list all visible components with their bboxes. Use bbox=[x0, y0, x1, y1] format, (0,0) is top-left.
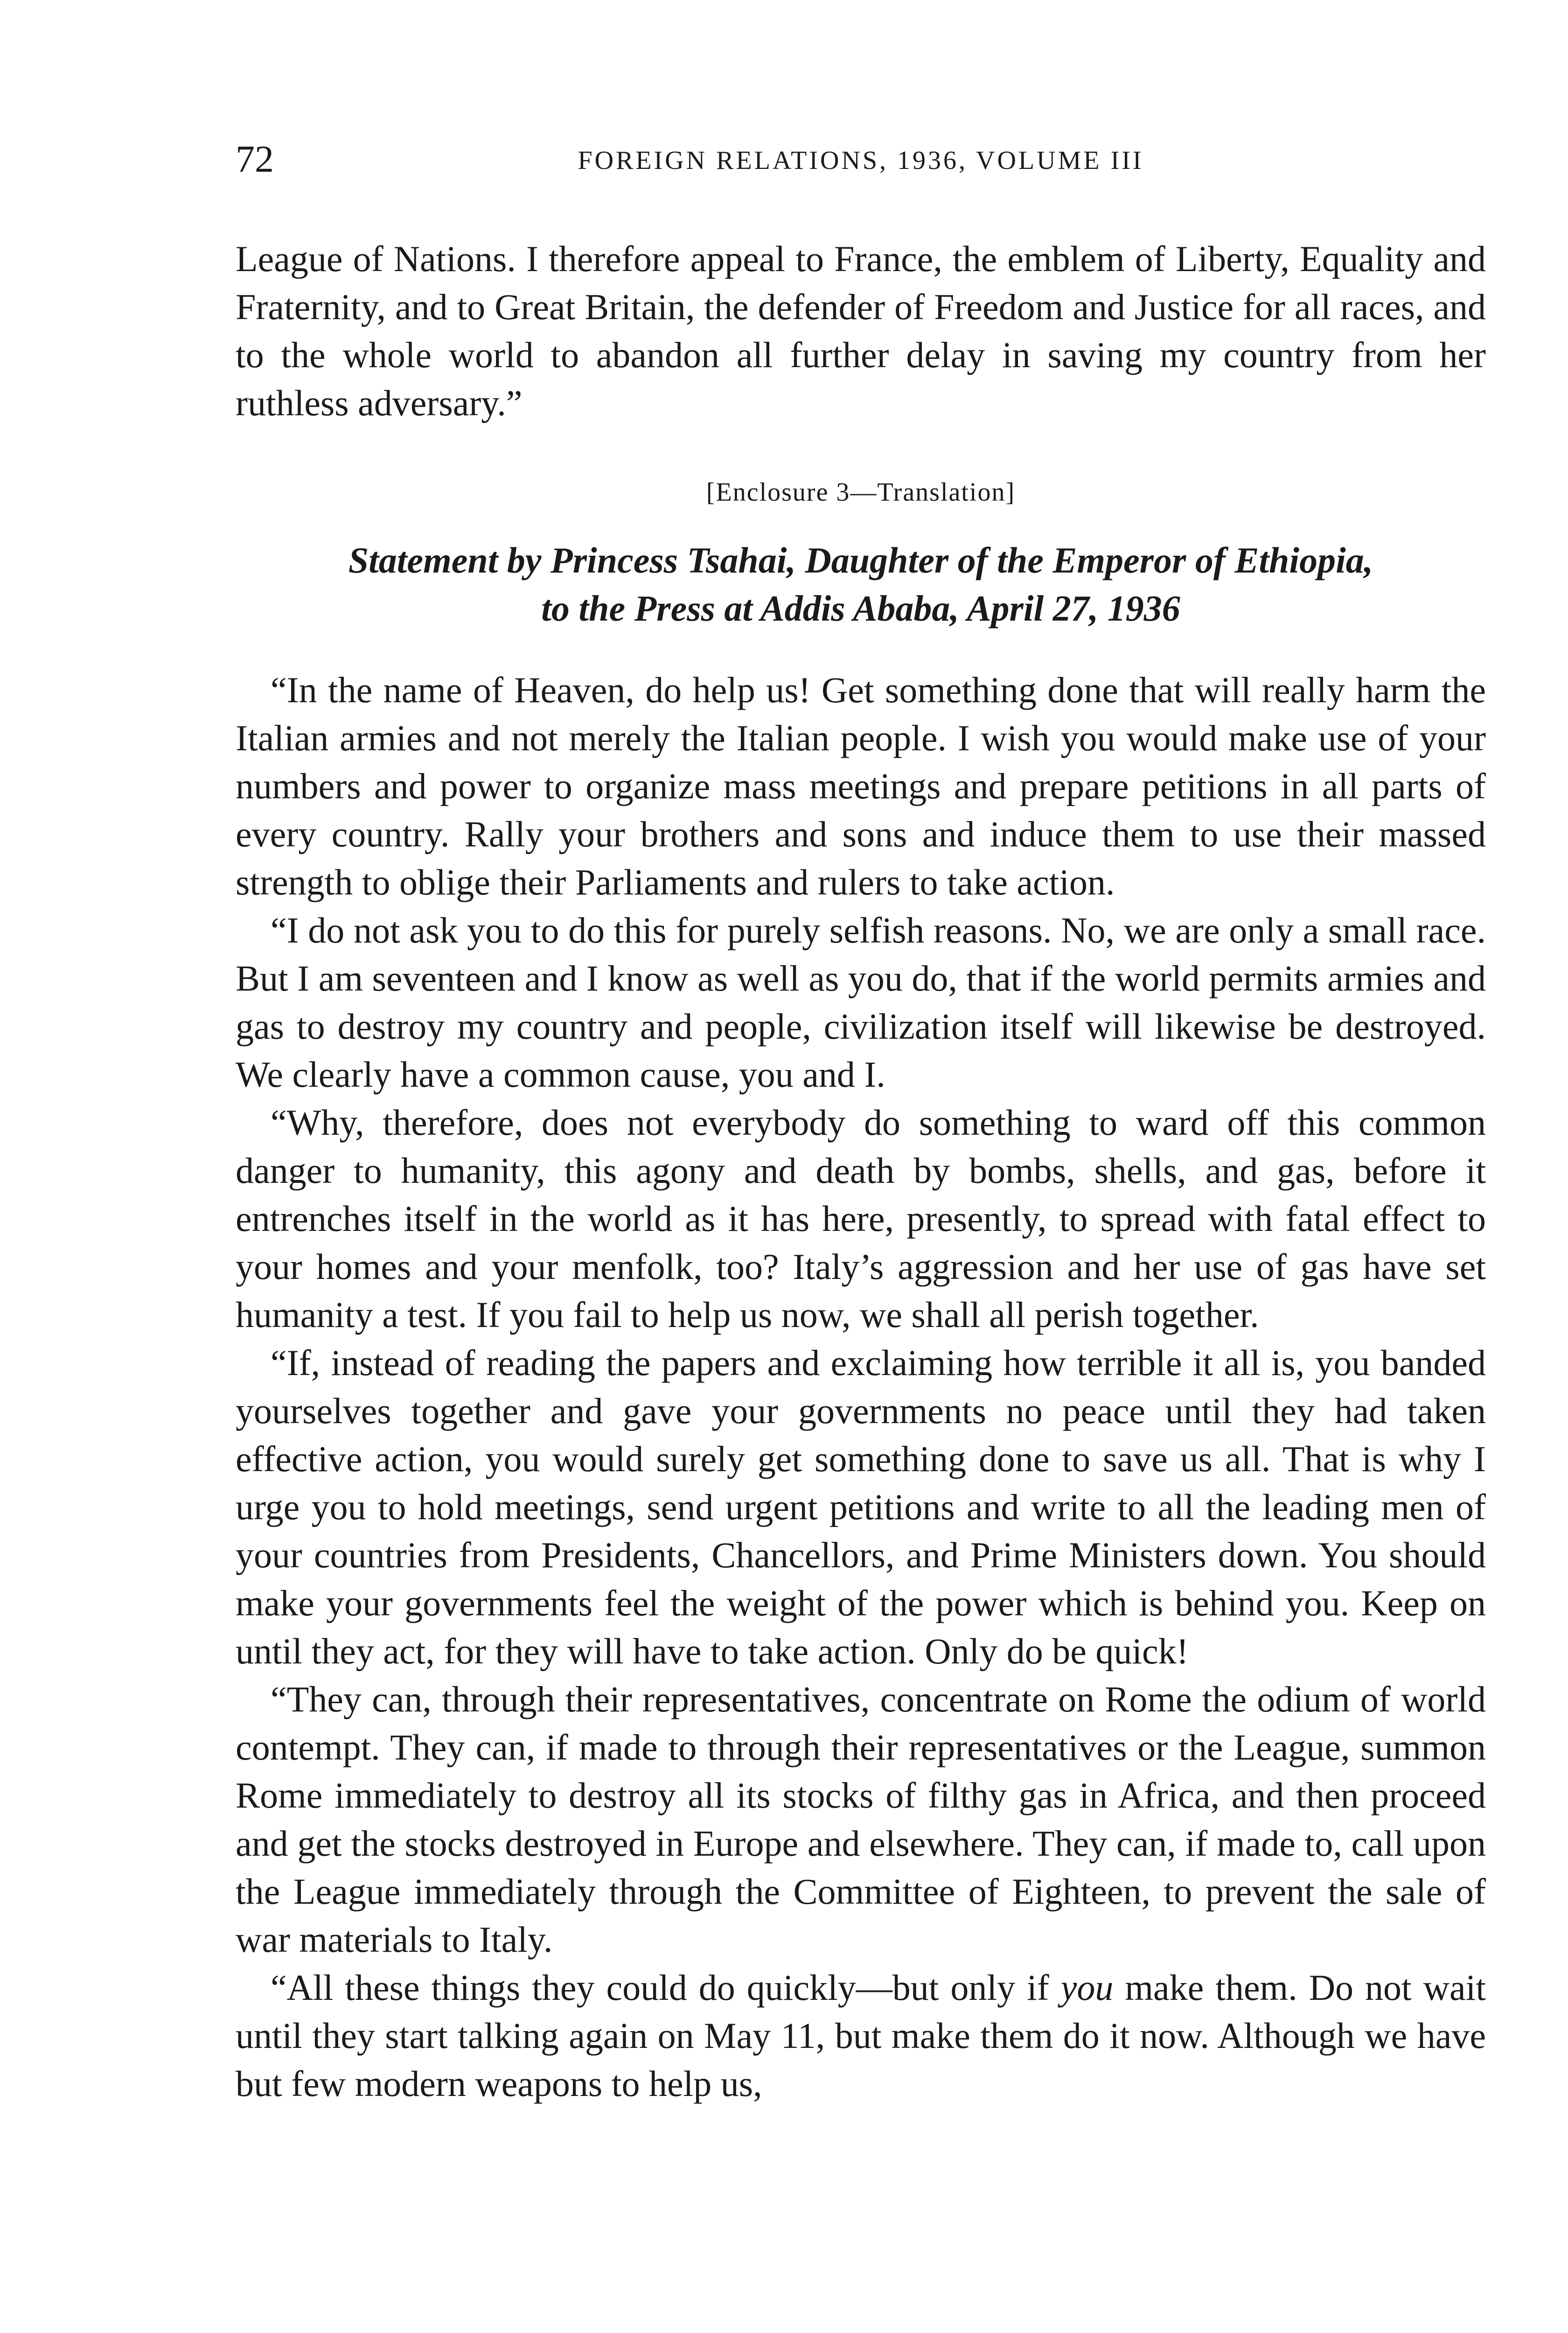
statement-paragraph: “In the name of Heaven, do help us! Get something done that will really harm the Italian armies and not merely the Italian people. I wish you would make use of your numbers and power to organize mass meetings and prepare petitions in all parts of every country. Rally your brothers and sons and induce them to use their massed strength to oblige their Parliaments and rulers to take action. bbox=[236, 670, 1486, 902]
emphasized-word: you bbox=[1060, 1967, 1114, 2008]
running-head: FOREIGN RELATIONS, 1936, VOLUME III bbox=[578, 146, 1144, 175]
statement-paragraph: “They can, through their representatives, concentrate on Rome the odium of world contempt. They can, if made to through their representatives or the League, summon Rome immediately to destroy all its stocks of filthy gas in Africa, and then proceed and get the stocks destroyed in Europe and elsewhere. They can, if made to, call upon the League immediately through the Committee of Eighteen, to prevent the sale of war materials to Italy. bbox=[236, 1679, 1486, 1960]
statement-paragraph: “If, instead of reading the papers and exclaiming how terrible it all is, you banded yourselves together and gave your governments no peace until they had taken effective action, you would surely get something done to save us all. That is why I urge you to hold meetings, send urgent petitions and write to all the leading men of your countries from Presidents, Chancellors, and Prime Ministers down. You should make your governments feel the weight of the power which is behind you. Keep on until they act, for they will have to take action. Only do be quick! bbox=[236, 1342, 1486, 1671]
final-paragraph-after-emphasis: make them. Do not wait until they start talking again on May 11, but make them do it now. Although we have but few modern weapons to help us, bbox=[236, 1967, 1486, 2104]
document-body bbox=[236, 235, 1486, 2108]
final-paragraph-before-emphasis: “All these things they could do quickly—but only if bbox=[271, 1967, 1061, 2008]
statement-paragraph: “I do not ask you to do this for purely selfish reasons. No, we are only a small race. But I am seventeen and I know as well as you do, that if the world permits armies and gas to destroy my country and people, civilization itself will likewise be destroyed. We clearly have a common cause, you and I. bbox=[236, 910, 1486, 1095]
statement-title-line-1: Statement by Princess Tsahai, Daughter of the Emperor of Ethiopia, bbox=[348, 540, 1373, 580]
statement-paragraph: “Why, therefore, does not everybody do something to ward off this common danger to humanity, this agony and death by bombs, shells, and gas, before it entrenches itself in the world as it has here, presently, to spread with fatal effect to your homes and your menfolk, too? Italy’s aggression and her use of gas have set humanity a test. If you fail to help us now, we shall all perish together. bbox=[236, 1102, 1486, 1335]
page-number: 72 bbox=[236, 138, 274, 180]
continued-paragraph: League of Nations. I therefore appeal to France, the emblem of Liberty, Equality and Fraternity, and to Great Britain, the defender of Freedom and Justice for all races, and to the whole world to abandon all further delay in saving my country from her ruthless adversary.” bbox=[236, 238, 1486, 423]
enclosure-label: [Enclosure 3—Translation] bbox=[706, 478, 1016, 507]
final-statement-paragraph bbox=[236, 1963, 1486, 2108]
page-header bbox=[236, 140, 1486, 196]
statement-title bbox=[236, 536, 1486, 632]
statement-title-line-2: to the Press at Addis Ababa, April 27, 1936 bbox=[541, 588, 1180, 629]
